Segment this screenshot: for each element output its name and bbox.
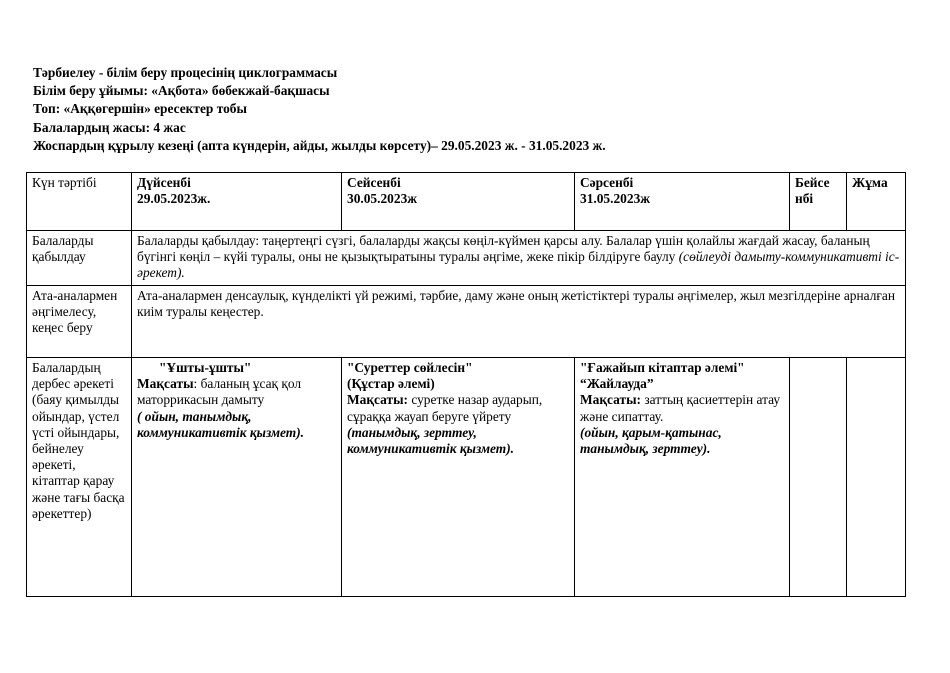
- activity-label: Балалардың дербес әрекеті (баяу қимылды ойындар, үстел үсті ойындары, бейнелеу әрекеті, кітаптар қарау және тағы басқа әрекеттер): [32, 360, 125, 521]
- wednesday-activity-note: (ойын, қарым-қатынас, танымдық, зерттеу).: [580, 424, 722, 457]
- header-cell-monday: [132, 173, 342, 231]
- monday-activity-goal: [137, 376, 336, 408]
- reception-note: (сөйлеуді дамыту-коммуникативті іс-әрекет).: [137, 249, 900, 281]
- wednesday-activity-subtitle: “Жайлауда”: [580, 376, 654, 392]
- header-group: Топ: «Аққөгершін» ересектер тобы: [33, 101, 247, 117]
- monday-goal-label: Мақсаты: [137, 376, 194, 392]
- wednesday-goal-text: заттың қасиеттерін атау және сипаттау.: [580, 392, 781, 424]
- thursday-label-line2: нбі: [795, 191, 814, 207]
- tuesday-activity-subtitle: (Құстар әлемі): [347, 376, 435, 392]
- activity-label-cell: [27, 358, 132, 597]
- wednesday-date: 31.05.2023ж: [580, 191, 650, 207]
- header-cell-schedule: [27, 173, 132, 231]
- header-title: Тәрбиелеу - білім беру процесінің циклограммасы: [33, 65, 338, 80]
- table-row-activity: [27, 358, 906, 597]
- monday-activity-title-text: "Ұшты-ұшты": [159, 360, 252, 375]
- header-period: Жоспардың құрылу кезеңі (апта күндерін, айды, жылды көрсету)– 29.05.2023 ж. - 31.05.2023 ж.: [33, 137, 606, 153]
- monday-activity-note: ( ойын, танымдық, коммуникативтік қызмет).: [137, 408, 305, 440]
- tuesday-goal-label: Мақсаты:: [347, 392, 408, 408]
- tuesday-activity-note: (танымдық, зерттеу, коммуникативтік қызмет).: [347, 424, 515, 457]
- header-cell-thursday: [790, 173, 847, 231]
- table-row-parents: [27, 286, 906, 358]
- activity-thursday-cell: [790, 358, 847, 597]
- monday-date: 29.05.2023ж.: [137, 191, 211, 207]
- table-row-reception: [27, 231, 906, 286]
- activity-friday-cell: [847, 358, 906, 597]
- header-cell-tuesday: [342, 173, 575, 231]
- tuesday-label: Сейсенбі: [347, 175, 401, 190]
- wednesday-activity-goal: [580, 392, 784, 424]
- parents-text: Ата-аналармен денсаулық, күнделікті үй режимі, тәрбие, даму және оның жетістіктері туралы әңгімелер, жыл мезгілдеріне арналған киім туралы кеңестер.: [137, 288, 895, 320]
- reception-label: Балаларды қабылдау: [32, 233, 94, 265]
- monday-goal-text: : баланың ұсақ қол маторрикасын дамыту: [137, 376, 302, 408]
- parents-label-cell: [27, 286, 132, 358]
- wednesday-activity-title: "Ғажайып кітаптар әлемі": [580, 360, 745, 375]
- parents-content-cell: [132, 286, 906, 358]
- wednesday-goal-label: Мақсаты:: [580, 392, 641, 408]
- document-header: [33, 64, 606, 155]
- monday-label: Дүйсенбі: [137, 175, 191, 190]
- header-age: Балалардың жасы: 4 жас: [33, 119, 186, 135]
- schedule-label: Күн тәртібі: [32, 175, 97, 190]
- friday-label: Жұма: [852, 175, 888, 190]
- tuesday-activity-goal: [347, 392, 569, 424]
- wednesday-label: Сәрсенбі: [580, 175, 634, 190]
- reception-content-cell: [132, 231, 906, 286]
- tuesday-activity-title: "Суреттер сөйлесін": [347, 360, 473, 375]
- header-cell-wednesday: [575, 173, 790, 231]
- activity-wednesday-cell: [575, 358, 790, 597]
- thursday-label-line1: Бейсе: [795, 175, 830, 190]
- reception-text: Балаларды қабылдау: таңертеңгі сүзгі, балаларды жақсы көңіл-күймен қарсы алу. Балалар үшін қолайлы жағдай жасау, баланың бүгінгі көңіл – күйі туралы, оны не қызықтыратыны туралы әңгіме, жеке пікір білдіруге баулу: [137, 233, 870, 265]
- monday-activity-title: [137, 360, 336, 376]
- table-header-row: [27, 173, 906, 231]
- tuesday-goal-text: суретке назар аударып, сұраққа жауап беруге үйрету: [347, 392, 543, 424]
- reception-label-cell: [27, 231, 132, 286]
- header-organization: Білім беру ұйымы: «Ақбота» бөбекжай-бақшасы: [33, 83, 330, 99]
- activity-tuesday-cell: [342, 358, 575, 597]
- activity-monday-cell: [132, 358, 342, 597]
- header-cell-friday: [847, 173, 906, 231]
- tuesday-date: 30.05.2023ж: [347, 191, 417, 207]
- parents-label: Ата-аналармен әңгімелесу, кеңес беру: [32, 288, 118, 336]
- cyclogram-table: [26, 172, 906, 597]
